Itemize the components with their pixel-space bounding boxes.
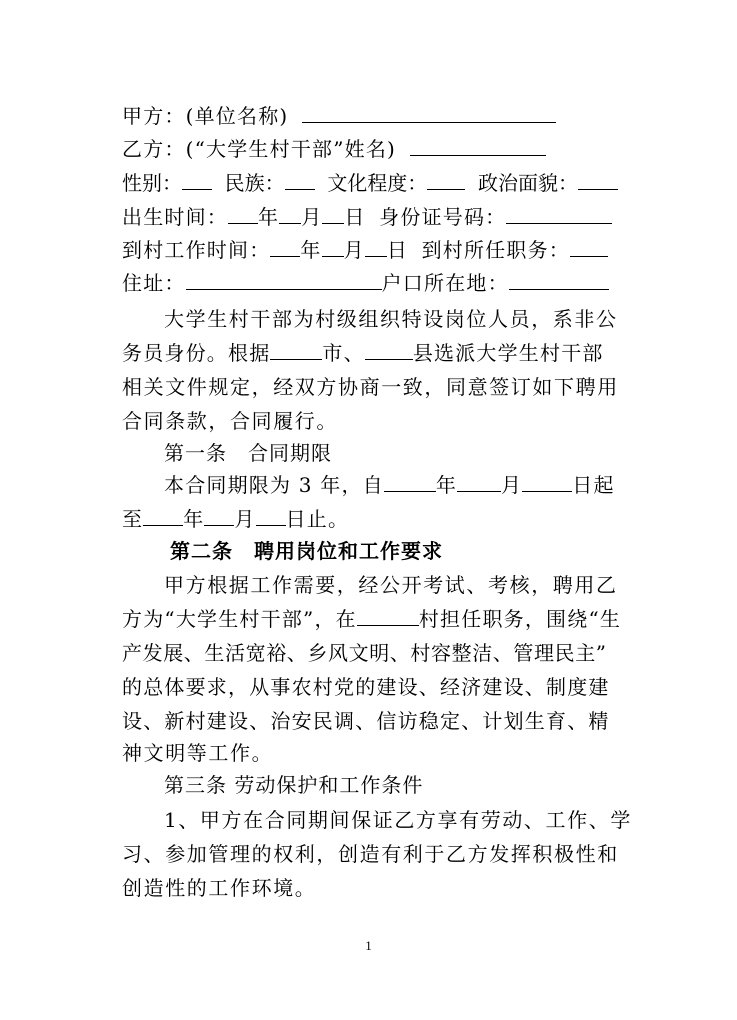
end-year-blank [143,505,183,526]
start-year-blank [384,471,436,492]
until-label: 至 [122,507,144,531]
hukou-label: 户口所在地： [381,271,509,295]
article-2-text-2b: 村担任职务，围绕“生 [418,607,622,631]
gender-blank [182,169,212,190]
start-day-label: 日起 [572,473,615,497]
arrive-year-blank [270,236,300,257]
end-month-blank [204,505,234,526]
id-blank [506,203,612,224]
city-blank [270,339,322,360]
start-month-blank [457,471,501,492]
county-blank [365,339,413,360]
ethnicity-blank [285,169,315,190]
intro-text-2a: 务员身份。根据 [122,341,271,365]
birth-month-blank [279,203,301,224]
birth-day-label: 日 [344,205,366,229]
article-2-line-5: 设、新村建设、治安民调、信访稳定、计划生育、精 [122,709,610,733]
start-year-label: 年 [435,473,458,497]
arrive-year-label: 年 [300,238,322,262]
birth-label: 出生时间： [122,205,228,229]
page-number: 1 [365,938,372,953]
birth-id-line [122,202,618,232]
intro-line-2 [122,338,618,368]
article-1-line-1 [122,470,618,500]
birth-day-blank [322,203,344,224]
article-2-line-1: 甲方根据工作需要，经公开考试、考核，聘用乙 [164,573,618,597]
article-3-line-3: 创造性的工作环境。 [122,876,317,900]
political-label: 政治面貌： [477,171,578,195]
term-text: 本合同期限为 3 年，自 [164,473,384,497]
start-month-label: 月 [501,473,523,497]
article-2-line-4: 的总体要求，从事农村党的建设、经济建设、制度建 [122,675,610,699]
address-label: 住址： [122,271,186,295]
arrive-time-label: 到村工作时间： [122,238,271,262]
article-3-line-2: 习、参加管理的权利，创造有利于乙方发挥积极性和 [122,842,619,866]
party-a-line [122,101,618,131]
intro-line-1: 大学生村干部为村级组织特设岗位人员，系非公 [164,307,618,331]
political-blank [578,169,618,190]
party-b-line [122,134,618,164]
article-1-line-2 [122,504,618,534]
article-2-line-6: 神文明等工作。 [122,741,274,765]
arrive-day-label: 日 [386,238,409,262]
party-a-label: 甲方：(单位名称) [122,104,289,128]
birth-year-label: 年 [258,205,280,229]
hukou-blank [509,269,609,290]
arrive-day-blank [365,236,387,257]
end-day-label: 日止。 [285,507,350,531]
party-b-label: 乙方：(“大学生村干部”姓名) [122,137,397,161]
education-label: 文化程度： [327,171,428,195]
article-3-line-1: 1、甲方在合同期间保证乙方享有劳动、工作、学 [164,808,632,832]
education-blank [427,169,465,190]
personal-info-line [122,168,618,198]
arrive-month-blank [322,236,344,257]
start-day-blank [522,471,572,492]
article-2-text-2a: 方为“大学生村干部”，在 [122,607,357,631]
arrival-line [122,235,618,265]
address-line [122,268,618,298]
position-blank [570,236,608,257]
intro-line-4: 合同条款，合同履行。 [122,409,338,433]
article-1-title: 第一条 合同期限 [164,441,332,465]
article-2-line-3: 产发展、生活宽裕、乡风文明、村容整洁、管理民主” [122,641,607,665]
intro-text-2c: 县选派大学生村干部 [412,341,604,365]
article-2-line-2 [122,604,622,634]
intro-line-3: 相关文件规定，经双方协商一致，同意签订如下聘用 [122,375,619,399]
intro-text-2b: 市、 [322,341,365,365]
article-3-title: 第三条 劳动保护和工作条件 [164,773,424,797]
address-blank [186,269,382,290]
end-year-label: 年 [183,507,205,531]
end-day-blank [256,505,286,526]
end-month-label: 月 [234,507,256,531]
party-a-blank [302,102,556,123]
id-label: 身份证号码： [379,205,507,229]
gender-label: 性别： [122,171,182,195]
ethnicity-label: 民族： [224,171,285,195]
village-blank [357,605,419,626]
party-b-blank [410,135,546,156]
birth-month-label: 月 [301,205,323,229]
birth-year-blank [228,203,258,224]
article-2-title: 第二条 聘用岗位和工作要求 [170,539,443,563]
position-label: 到村所任职务： [421,238,570,262]
arrive-month-label: 月 [343,238,365,262]
